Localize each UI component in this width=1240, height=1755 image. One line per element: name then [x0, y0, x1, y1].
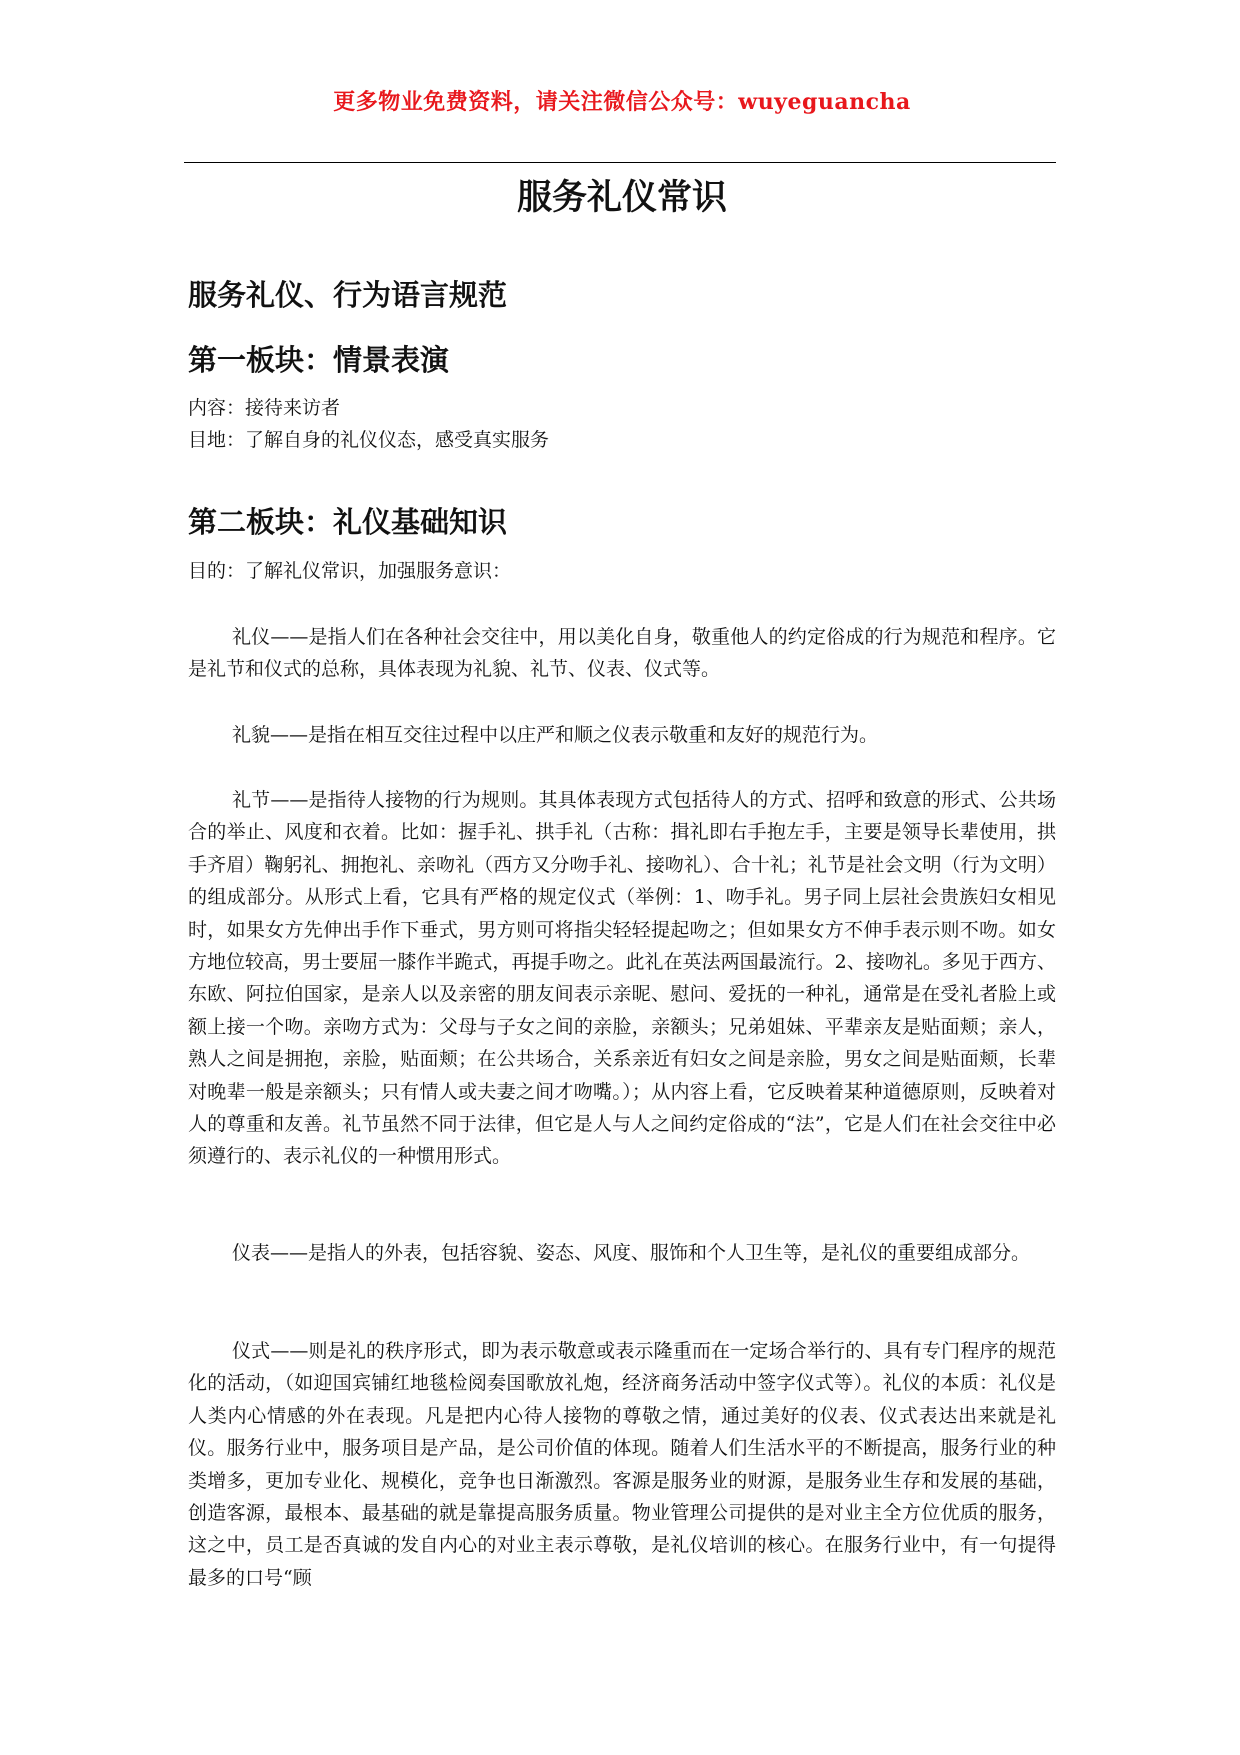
section-1-heading: 第一板块：情景表演 [188, 343, 450, 377]
paragraph-yibiao: 仪表——是指人的外表，包括容貌、姿态、风度、服饰和个人卫生等，是礼仪的重要组成部分。 [232, 1242, 1031, 1264]
promo-banner [188, 86, 1056, 118]
paragraph-liyi: 礼仪——是指人们在各种社会交往中，用以美化自身，敬重他人的约定俗成的行为规范和程序。它是礼节和仪式的总称，具体表现为礼貌、礼节、仪表、仪式等。 [188, 626, 1056, 681]
promo-wechat-handle: wuyeguancha [738, 89, 911, 115]
document-title: 服务礼仪常识 [516, 177, 727, 218]
section-1-content-line: 内容：接待来访者 [188, 397, 341, 419]
paragraph-lijie: 礼节——是指待人接物的行为规则。其具体表现方式包括待人的方式、招呼和致意的形式、公共场合的举止、风度和衣着。比如：握手礼、拱手礼（古称：揖礼即右手抱左手，主要是领导长辈使用，拱手齐眉）鞠躬礼、拥抱礼、亲吻礼（西方又分吻手礼、接吻礼）、合十礼；礼节是社会文明（行为文明）的组成部分。从形式上看，它具有严格的规定仪式（举例：1、吻手礼。男子同上层社会贵族妇女相见时，如果女方先伸出手作下垂式，男方则可将指尖轻轻提起吻之；但如果女方不伸手表示则不吻。如女方地位较高，男士要屈一膝作半跪式，再提手吻之。此礼在英法两国最流行。2、接吻礼。多见于西方、东欧、阿拉伯国家，是亲人以及亲密的朋友间表示亲昵、慰问、爱抚的一种礼，通常是在受礼者脸上或额上接一个吻。亲吻方式为：父母与子女之间的亲脸，亲额头；兄弟姐妹、平辈亲友是贴面颊；亲人，熟人之间是拥抱，亲脸，贴面颊；在公共场合，关系亲近有妇女之间是亲脸，男女之间是贴面颊，长辈对晚辈一般是亲额头；只有情人或夫妻之间才吻嘴。）；从内容上看，它反映着某种道德原则，反映着对人的尊重和友善。礼节虽然不同于法律，但它是人与人之间约定俗成的“法”，它是人们在社会交往中必须遵行的、表示礼仪的一种惯用形式。 [188, 789, 1056, 1168]
paragraph-yishi: 仪式——则是礼的秩序形式，即为表示敬意或表示隆重而在一定场合举行的、具有专门程序的规范化的活动，（如迎国宾铺红地毯检阅奏国歌放礼炮，经济商务活动中签字仪式等）。礼仪的本质：礼仪是人类内心情感的外在表现。凡是把内心待人接物的尊敬之情，通过美好的仪表、仪式表达出来就是礼仪。服务行业中，服务项目是产品，是公司价值的体现。随着人们生活水平的不断提高，服务行业的种类增多，更加专业化、规模化，竞争也日渐激烈。客源是服务业的财源，是服务业生存和发展的基础，创造客源，最根本、最基础的就是靠提高服务质量。物业管理公司提供的是对业主全方位优质的服务，这之中，员工是否真诚的发自内心的对业主表示尊敬，是礼仪培训的核心。在服务行业中，有一句提得最多的口号“顾 [188, 1340, 1056, 1589]
section-2-heading: 第二板块：礼仪基础知识 [188, 505, 508, 539]
paragraph-limao: 礼貌——是指在相互交往过程中以庄严和顺之仪表示敬重和友好的规范行为。 [232, 724, 879, 746]
header-divider [184, 162, 1056, 163]
section-1-purpose-line: 目地：了解自身的礼仪仪态，感受真实服务 [188, 429, 550, 451]
promo-text: 更多物业免费资料，请关注微信公众号： [333, 89, 739, 115]
section-2-purpose-line: 目的：了解礼仪常识，加强服务意识： [188, 560, 512, 582]
main-heading: 服务礼仪、行为语言规范 [188, 278, 508, 312]
